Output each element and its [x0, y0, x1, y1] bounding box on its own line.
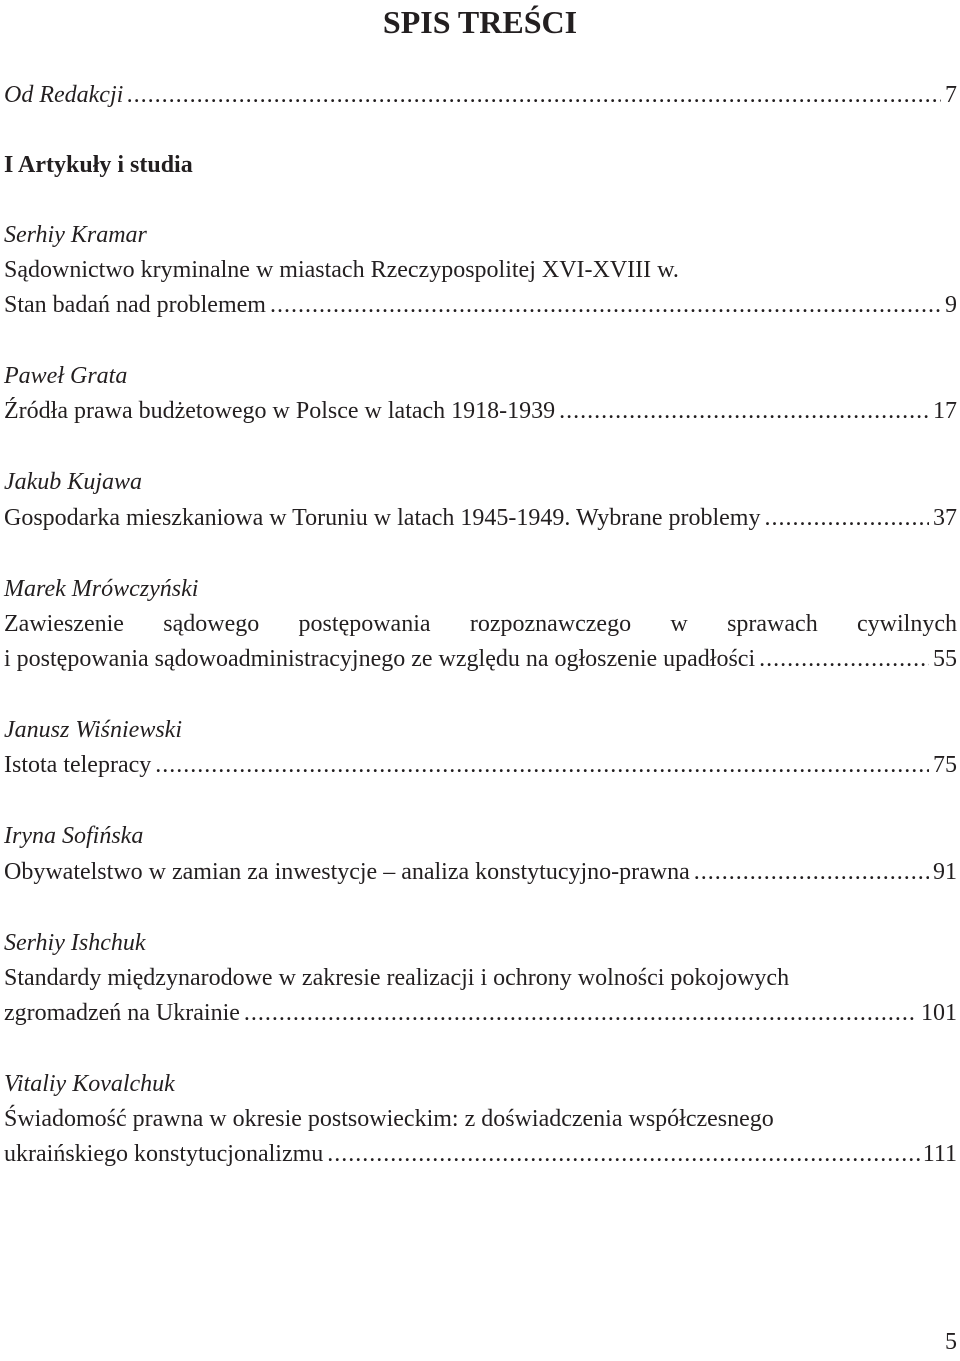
- toc-entry-title-last-line: [4, 749, 957, 781]
- toc-entry-title: Stan badań nad problemem: [4, 292, 266, 318]
- toc-page-number: 55: [933, 646, 957, 672]
- page-title: SPIS TREŚCI: [382, 4, 578, 40]
- toc-entry-author: Janusz Wiśniewski: [4, 717, 182, 743]
- dot-leader: [327, 1138, 923, 1170]
- section-heading: I Artykuły i studia: [4, 152, 193, 178]
- toc-page-number: 101: [921, 1000, 957, 1026]
- toc-entry-title-line: Sądownictwo kryminalne w miastach Rzeczypospolitej XVI-XVIII w.: [4, 257, 679, 283]
- toc-entry-title-line: Świadomość prawna w okresie postsowieckim: z doświadczenia współczesnego: [4, 1106, 774, 1132]
- toc-entry-author: Paweł Grata: [4, 363, 128, 389]
- toc-entry-author: Vitaliy Kovalchuk: [4, 1071, 175, 1097]
- toc-entry-title: Obywatelstwo w zamian za inwestycje – analiza konstytucyjno-prawna: [4, 859, 690, 885]
- toc-entry-author: Serhiy Kramar: [4, 222, 147, 248]
- toc-entry-title: Istota telepracy: [4, 752, 152, 778]
- toc-entry-title-last-line: [4, 856, 957, 888]
- toc-entry-title: ukraińskiego konstytucjonalizmu: [4, 1141, 324, 1167]
- toc-page-number: 7: [945, 82, 957, 108]
- dot-leader: [127, 79, 941, 111]
- toc-entry-title-last-line: [4, 395, 957, 427]
- toc-entry-title-last-line: [4, 643, 957, 675]
- toc-entry-author: Jakub Kujawa: [4, 469, 142, 495]
- toc-entry-title-line: Zawieszenie sądowego postępowania rozpoznawczego w sprawach cywilnych: [4, 611, 957, 637]
- toc-entry-title: Gospodarka mieszkaniowa w Toruniu w latach 1945-1949. Wybrane problemy: [4, 505, 761, 531]
- dot-leader: [559, 395, 929, 427]
- dot-leader: [764, 502, 929, 534]
- toc-entry-intro: [4, 79, 957, 111]
- toc-page-number: 91: [933, 859, 957, 885]
- dot-leader: [244, 997, 917, 1029]
- toc-page-number: 17: [933, 398, 957, 424]
- toc-page-number: 75: [933, 752, 957, 778]
- toc-entry-title: zgromadzeń na Ukrainie: [4, 1000, 240, 1026]
- dot-leader: [270, 289, 941, 321]
- toc-page-number: 9: [945, 292, 957, 318]
- toc-entry-text: Od Redakcji: [4, 82, 124, 108]
- toc-entry-author: Serhiy Ishchuk: [4, 930, 146, 956]
- toc-entry-author: Marek Mrówczyński: [4, 576, 199, 602]
- toc-entry-title-line: Standardy międzynarodowe w zakresie realizacji i ochrony wolności pokojowych: [4, 965, 790, 991]
- dot-leader: [759, 643, 929, 675]
- toc-entry-title: i postępowania sądowoadministracyjnego ze względu na ogłoszenie upadłości: [4, 646, 756, 672]
- toc-entry-author: Iryna Sofińska: [4, 823, 144, 849]
- toc-page-number: 37: [933, 505, 957, 531]
- toc-entry-title-last-line: [4, 502, 957, 534]
- page-footer-number: 5: [945, 1329, 957, 1355]
- toc-entry-title-last-line: [4, 1138, 957, 1170]
- toc-entry-title-last-line: [4, 997, 957, 1029]
- dot-leader: [694, 856, 929, 888]
- dot-leader: [155, 749, 929, 781]
- toc-entry-title: Źródła prawa budżetowego w Polsce w latach 1918-1939: [4, 398, 556, 424]
- toc-entry-title-last-line: [4, 289, 957, 321]
- toc-page-number: 111: [922, 1141, 957, 1167]
